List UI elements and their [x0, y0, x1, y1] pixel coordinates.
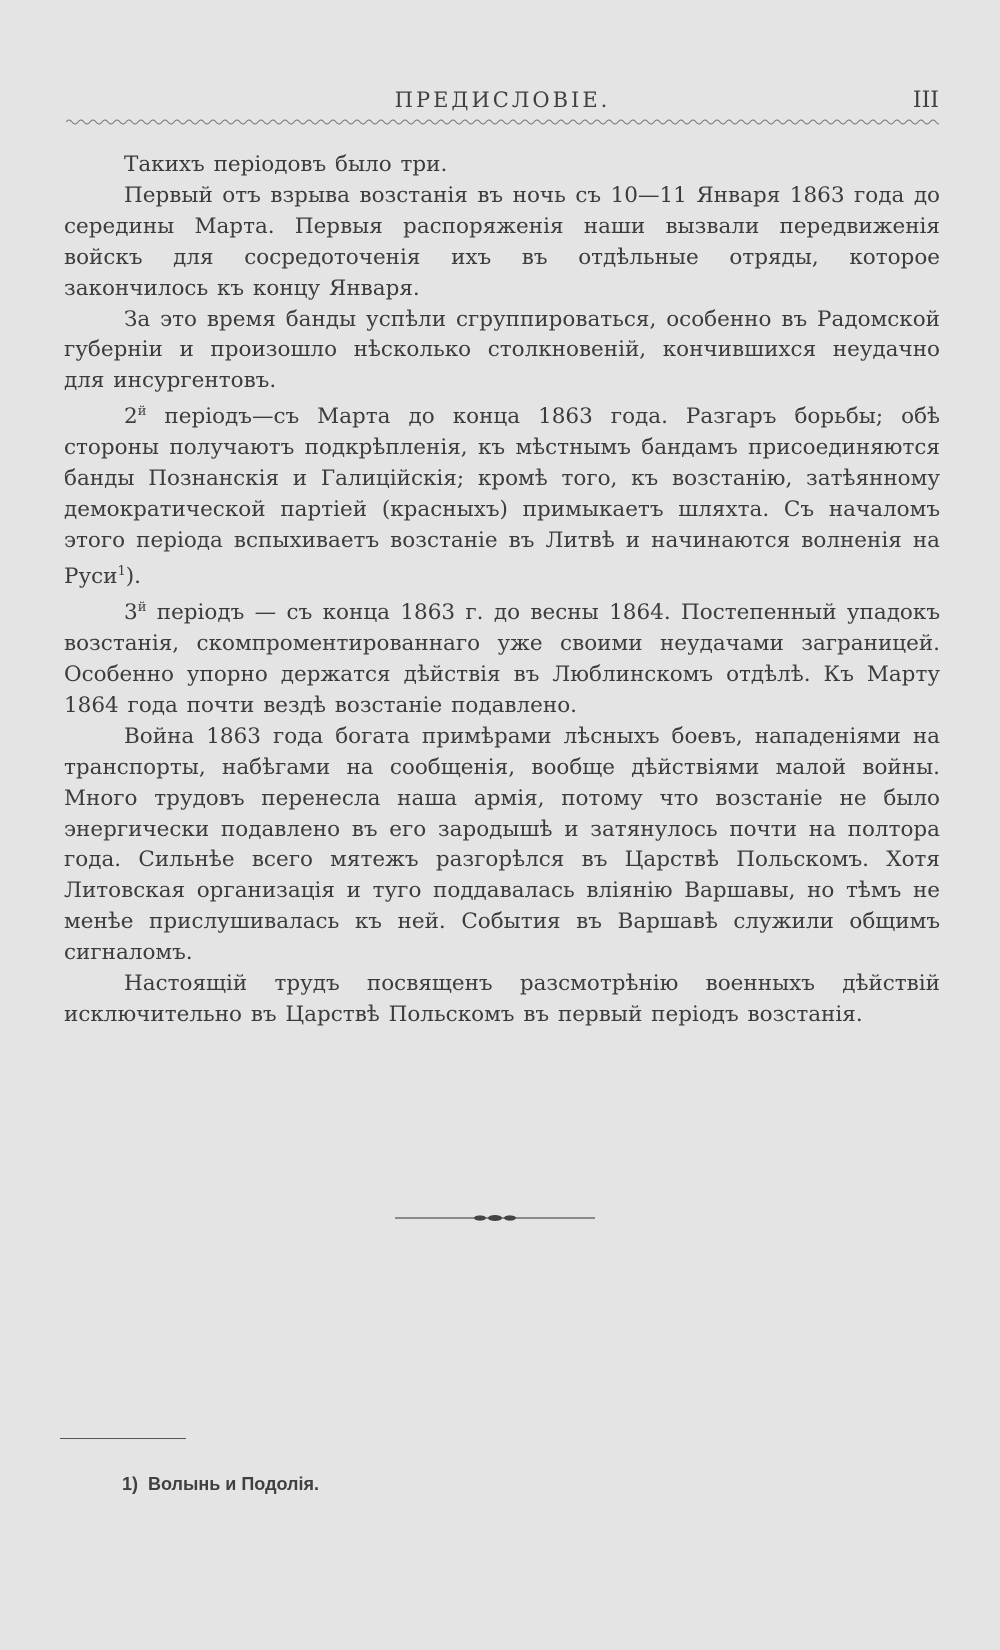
paragraph-3: За это время банды успѣли сгруппироваться, особенно въ Радомской губерніи и произошло нѣсколько столкновеній, кончившихся неудачно для инсургентовъ. [64, 306, 940, 394]
paragraph-4-close: ). [125, 564, 142, 590]
running-title: ПРЕДИСЛОВІЕ. [394, 88, 611, 112]
paragraph-6: Война 1863 года богата примѣрами лѣсныхъ боевъ, нападеніями на транспорты, набѣгами на сообщенія, вообще дѣйствіями малой войны. Много трудовъ перенесла наша армія, потому что возстаніе не было энергически подавлено въ его зародышѣ и затянулось почти на полтора года. Сильнѣе всего мятежъ разгорѣлся въ Царствѣ Польскомъ. Хотя Литовская организація и туго поддавалась вліянію Варшавы, но тѣмъ не менѣе прислушивалась къ ней. События въ Варшавѣ служили общимъ сигналомъ. [64, 723, 940, 966]
paragraph-4 [64, 397, 940, 593]
paragraph-2: Первый отъ взрыва возстанія въ ночь съ 10—11 Января 1863 года до середины Марта. Первыя распоряженія наши вызвали передвиженія войскъ для сосредоточенія ихъ въ отдѣльные отряды, которое закончилось къ концу Января. [64, 182, 940, 301]
paragraph-7: Настоящій трудъ посвященъ разсмотрѣнію военныхъ дѣйствій исключительно въ Царствѣ Польскомъ въ первый періодъ возстанія. [64, 971, 940, 1027]
footnote-reference[interactable]: 1 [117, 563, 126, 579]
paragraph-4-text: періодъ—съ Марта до конца 1863 года. Разгаръ борьбы; обѣ стороны получаютъ подкрѣпленія, къ мѣстнымъ бандамъ присоединяются банды Познанскія и Галиційскія; кромѣ того, къ возстанію, затѣянному демократической партіей (красныхъ) примыкаетъ шляхта. Съ началомъ этого періода вспыхиваетъ возстаніе въ Литвѣ и начинаются волненія на Руси [64, 404, 941, 590]
paragraph-5 [64, 593, 940, 722]
wavy-rule-ornament [66, 116, 939, 128]
period-2-number: 2 [124, 404, 138, 430]
period-2-suffix: й [137, 404, 147, 420]
period-3-number: 3 [124, 600, 138, 626]
paragraph-1: Такихъ періодовъ было три. [124, 152, 448, 177]
period-3-suffix: й [137, 600, 147, 615]
section-end-ornament [395, 1212, 595, 1224]
page-number: III [912, 88, 939, 113]
footnote [122, 1474, 319, 1495]
footnote-mark: 1) [122, 1474, 139, 1494]
footnote-text: Волынь и Подолія. [148, 1474, 319, 1494]
footnote-divider [60, 1438, 186, 1439]
paragraph-5-text: періодъ — съ конца 1863 г. до весны 1864. Постепенный упадокъ возстанія, скомпроментированнаго уже своими неудачами заграницей. Особенно упорно держатся дѣйствія въ Люблинскомъ отдѣлѣ. Къ Марту 1864 года почти вездѣ возстаніе подавлено. [64, 600, 940, 718]
main-text [64, 150, 940, 1031]
